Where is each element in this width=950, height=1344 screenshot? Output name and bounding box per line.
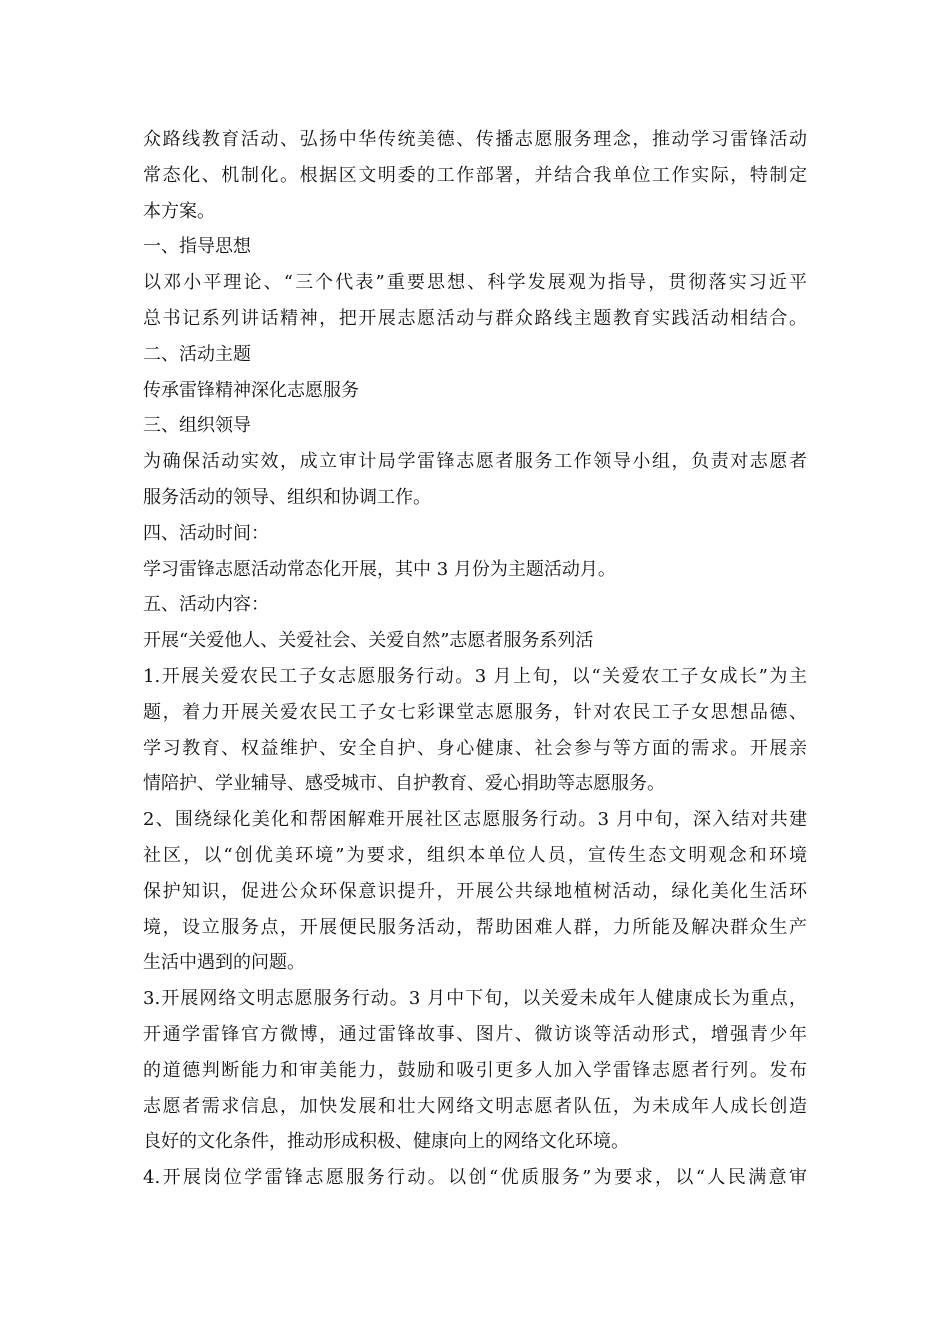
text-line: 三、组织领导 [143,415,251,437]
text-line: 为确保活动实效，成立审计局学雷锋志愿者服务工作领导小组，负责对志愿者 [143,451,807,473]
text-line: 社区，以“创优美环境”为要求，组织本单位人员，宣传生态文明观念和环境 [143,844,807,866]
text-line: 境，设立服务点，开展便民服务活动，帮助困难人群，力所能及解决群众生产 [143,916,807,938]
text-line: 以邓小平理论、“三个代表”重要思想、科学发展观为指导，贯彻落实习近平 [143,272,807,294]
text-line: 五、活动内容： [143,594,269,616]
text-line: 保护知识，促进公众环保意识提升，开展公共绿地植树活动，绿化美化生活环 [143,880,807,902]
text-line: 情陪护、学业辅导、感受城市、自护教育、爱心捐助等志愿服务。 [143,773,665,795]
text-line: 题，着力开展关爱农民工子女七彩课堂志愿服务，针对农民工子女思想品德、 [143,701,807,723]
text-line: 总书记系列讲话精神，把开展志愿活动与群众路线主题教育实践活动相结合。 [143,307,807,329]
text-line: 4.开展岗位学雷锋志愿服务行动。以创“优质服务”为要求，以“人民满意审 [143,1167,807,1189]
text-line: 良好的文化条件，推动形成积极、健康向上的网络文化环境。 [143,1131,629,1153]
text-line: 1.开展关爱农民工子女志愿服务行动。3 月上旬，以“关爱农工子女成长”为主 [143,665,807,687]
document-body [143,122,807,1196]
text-line: 本方案。 [143,200,215,222]
text-line: 开通学雷锋官方微博，通过雷锋故事、图片、微访谈等活动形式，增强青少年 [143,1023,807,1045]
text-line: 开展“关爱他人、关爱社会、关爱自然”志愿者服务系列活 [143,630,594,652]
text-line: 传承雷锋精神深化志愿服务 [143,379,359,401]
text-line: 服务活动的领导、组织和协调工作。 [143,486,431,508]
text-line: 学习教育、权益维护、安全自护、身心健康、社会参与等方面的需求。开展亲 [143,737,807,759]
text-line: 四、活动时间： [143,522,269,544]
text-line: 2、围绕绿化美化和帮困解难开展社区志愿服务行动。3 月中旬，深入结对共建 [143,809,807,831]
text-line: 志愿者需求信息，加快发展和壮大网络文明志愿者队伍，为未成年人成长创造 [143,1095,807,1117]
text-line: 常态化、机制化。根据区文明委的工作部署，并结合我单位工作实际，特制定 [143,164,807,186]
text-line: 学习雷锋志愿活动常态化开展，其中 3 月份为主题活动月。 [143,558,616,580]
text-line: 的道德判断能力和审美能力，鼓励和吸引更多人加入学雷锋志愿者行列。发布 [143,1059,807,1081]
text-line: 一、指导思想 [143,236,251,258]
text-line: 二、活动主题 [143,343,251,365]
text-line: 生活中遇到的问题。 [143,952,305,974]
text-line: 3.开展网络文明志愿服务行动。3 月中下旬，以关爱未成年人健康成长为重点， [143,988,807,1010]
text-line: 众路线教育活动、弘扬中华传统美德、传播志愿服务理念，推动学习雷锋活动 [143,129,807,150]
